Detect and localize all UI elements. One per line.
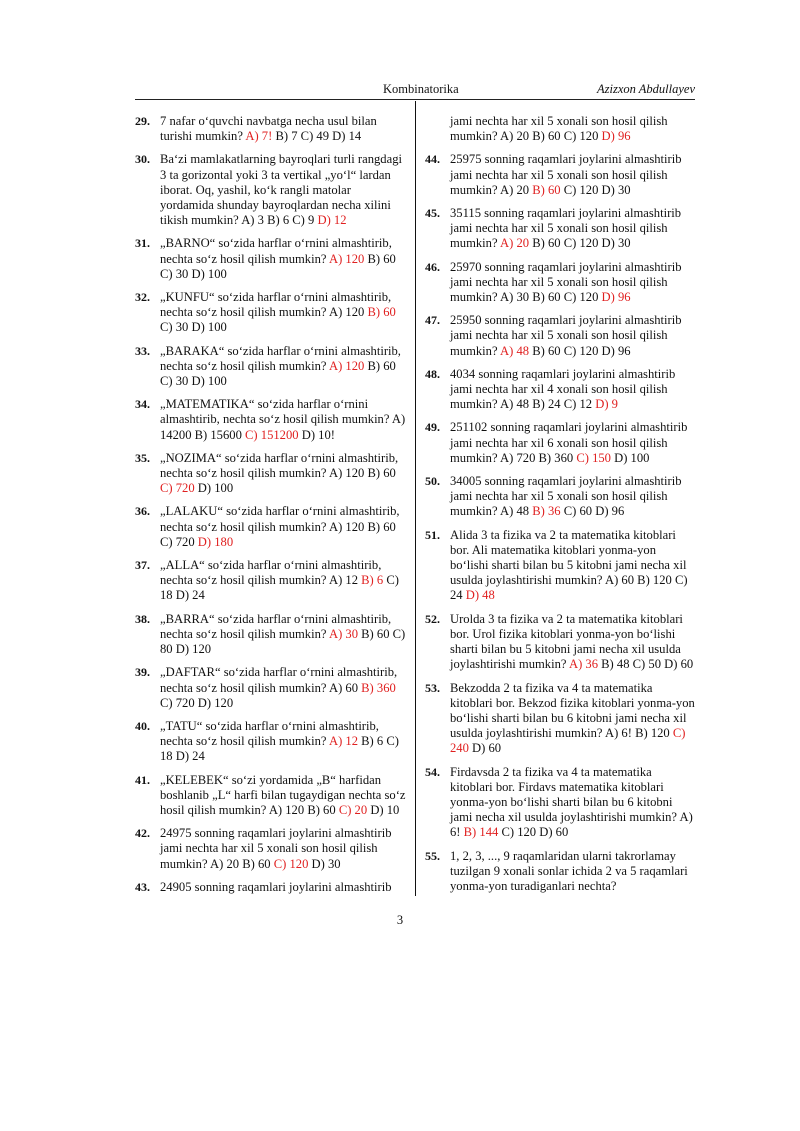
question-number: 35. — [135, 450, 150, 465]
answer-option: D) 60 — [664, 657, 694, 672]
answer-option: B) 60 — [532, 290, 561, 305]
answer-option: B) 48 — [601, 657, 630, 672]
answer-option: A) 30 — [500, 290, 530, 305]
answer-option: C) 50 — [632, 657, 661, 672]
question-number: 30. — [135, 152, 150, 167]
answer-option: C) 24 — [450, 573, 688, 603]
correct-answer-option: B) 36 — [532, 504, 561, 519]
answer-option: B) 60 — [532, 236, 561, 251]
question-item — [425, 420, 697, 466]
question-number: 32. — [135, 290, 150, 305]
question-number: 39. — [135, 665, 150, 680]
answer-option: B) 360 — [538, 450, 574, 465]
question-item — [135, 114, 407, 144]
question-item — [135, 880, 407, 895]
question-item — [425, 474, 697, 520]
answer-option: C) 30 — [160, 266, 189, 281]
answer-option: B) 60 — [367, 466, 396, 481]
question-number: 55. — [425, 848, 440, 863]
question-number: 42. — [135, 826, 150, 841]
question-number: 48. — [425, 366, 440, 381]
question-number: 29. — [135, 114, 150, 128]
question-number: 36. — [135, 504, 150, 519]
question-item — [425, 206, 697, 252]
column-divider — [415, 101, 416, 896]
answer-option: B) 6 — [361, 734, 384, 749]
correct-answer-option: D) 180 — [197, 534, 234, 549]
answer-option: A) 6! — [450, 810, 693, 840]
answer-option: B) 15600 — [194, 427, 242, 442]
correct-answer-option: A) 120 — [328, 358, 365, 373]
question-number: 33. — [135, 343, 150, 358]
answer-option: D) 14 — [332, 129, 362, 144]
answer-option: D) 100 — [191, 320, 227, 335]
answer-option: D) 24 — [175, 588, 205, 603]
question-text: 25970 sonning raqamlari joylarini almashtirib jami nechta har xil 5 xonali son hosil qilish mumkin? — [450, 259, 682, 305]
answer-option: C) 720 — [160, 534, 195, 549]
question-text: 251102 sonning raqamlari joylarini almashtirib jami nechta har xil 6 xonali son hosil qilish mumkin? — [450, 420, 688, 465]
question-item — [135, 397, 407, 443]
question-number: 31. — [135, 236, 150, 251]
question-item — [135, 451, 407, 497]
correct-answer-option: A) 12 — [328, 734, 358, 749]
answer-option: A) 3 — [241, 213, 264, 228]
correct-answer-option: A) 20 — [500, 236, 530, 251]
question-item — [425, 528, 697, 604]
answer-option: C) 720 — [160, 695, 195, 710]
answer-option: A) 60 — [328, 680, 358, 695]
answer-option: D) 100 — [191, 266, 227, 281]
answer-option: B) 6 — [267, 213, 290, 228]
page-number: 3 — [396, 913, 404, 927]
answer-option: D) 10! — [301, 427, 335, 442]
answer-option: C) 120 — [501, 825, 537, 840]
question-text: 24905 sonning raqamlari joylarini almashtirib — [160, 879, 392, 894]
answer-option: B) 60 — [367, 251, 396, 266]
answer-option: A) 12 — [328, 573, 358, 588]
question-text: Alida 3 ta fizika va 2 ta matematika kitoblari bor. Ali matematika kitoblari yonma-yon bo‘lishi sharti bilan bu 5 kitobni jami necha xil usulda joylashtirishi mumkin? — [450, 527, 687, 588]
answer-option: D) 60 — [539, 825, 569, 840]
question-text: „BARRA“ so‘zida harflar o‘rnini almashtirib, nechta so‘z hosil qilish mumkin? — [160, 611, 392, 641]
question-number: 40. — [135, 718, 150, 733]
answer-option: D) 100 — [191, 374, 227, 389]
question-number: 41. — [135, 772, 150, 787]
question-text: „BARAKA“ so‘zida harflar o‘rnini almashtirib, nechta so‘z hosil qilish mumkin? — [160, 343, 401, 373]
answer-option: D) 60 — [472, 741, 502, 756]
answer-option: D) 30 — [601, 236, 631, 251]
answer-option: B) 60 — [367, 519, 396, 534]
question-number: 54. — [425, 764, 440, 779]
answer-option: B) 60 — [242, 856, 271, 871]
header-title: Kombinatorika — [383, 82, 459, 96]
question-text: „KUNFU“ so‘zida harflar o‘rnini almashtirib, nechta so‘z hosil qilish mumkin? — [160, 290, 392, 320]
question-item — [425, 765, 697, 841]
correct-answer-option: C) 151200 — [245, 427, 299, 442]
answer-option: C) 80 — [160, 626, 406, 657]
answer-option: D) 120 — [197, 695, 234, 710]
question-number: 38. — [135, 611, 150, 626]
answer-option: B) 60 — [532, 343, 561, 358]
question-text: 34005 sonning raqamlari joylarini almashtirib jami nechta har xil 5 xonali son hosil qilish mumkin? — [450, 474, 682, 519]
question-text: „DAFTAR“ so‘zida harflar o‘rnini almashtirib, nechta so‘z hosil qilish mumkin? — [160, 665, 398, 695]
answer-option: A) 120 — [328, 466, 365, 481]
question-item — [425, 260, 697, 306]
answer-option: A) 60 — [604, 573, 635, 588]
answer-option: D) 30 — [311, 856, 341, 871]
correct-answer-option: A) 7! — [245, 129, 273, 144]
answer-option: A) 6! — [604, 726, 632, 741]
answer-option: C) 49 — [300, 129, 330, 144]
question-text: 25975 sonning raqamlari joylarini almashtirib jami nechta har xil 5 xonali son hosil qilish mumkin? — [450, 152, 682, 197]
question-number: 43. — [135, 879, 150, 894]
question-text: 35115 sonning raqamlari joylarini almashtirib jami nechta har xil 5 xonali son hosil qilish mumkin? — [450, 206, 682, 251]
correct-answer-option: C) 720 — [160, 481, 195, 496]
question-text: 1, 2, 3, ..., 9 raqamlaridan ularni takrorlamay tuzilgan 9 xonali sonlar ichida 2 va 5 raqamlari yonma-yon turadiganlari nechta? — [450, 848, 688, 893]
question-item — [135, 504, 407, 550]
answer-option: B) 7 — [275, 129, 298, 144]
question-item — [135, 152, 407, 228]
question-item — [135, 236, 407, 282]
question-item — [135, 773, 407, 819]
answer-option: A) 14200 — [160, 412, 406, 442]
question-item — [135, 612, 407, 658]
correct-answer-option: C) 240 — [450, 726, 686, 756]
answer-option: A) 120 — [268, 802, 305, 817]
answer-option: C) 18 — [160, 573, 399, 603]
header-rule — [135, 99, 695, 100]
question-text: Bekzodda 2 ta fizika va 4 ta matematika kitoblari bor. Bekzod fizika kitoblari yonma-yon bo‘lishi sharti bilan bu 6 kitobni jami necha xil usulda joylashtirishi mumkin? — [450, 680, 695, 741]
answer-option: A) 48 — [500, 397, 530, 412]
answer-option: C) 30 — [160, 320, 189, 335]
question-text: 7 nafar o‘quvchi navbatga necha usul bilan turishi mumkin? — [160, 114, 377, 144]
question-text: 4034 sonning raqamlari joylarini almashtirib jami nechta har xil 4 xonali son hosil qilish mumkin? — [450, 366, 676, 412]
answer-option: C) 60 — [563, 504, 593, 519]
question-item — [425, 681, 697, 757]
answer-option: B) 60 — [532, 129, 561, 144]
correct-answer-option: D) 12 — [317, 213, 347, 228]
question-text: Firdavsda 2 ta fizika va 4 ta matematika kitoblari bor. Firdavs matematika kitoblari yonma-yon bo‘lishi sharti bilan bu 6 kitobni jami necha xil usulda joylashtirishi mumkin? — [450, 764, 678, 825]
answer-option: D) 30 — [601, 182, 631, 197]
answer-option: C) 120 — [563, 290, 599, 305]
question-text: „ALLA“ so‘zida harflar o‘rnini almashtirib, nechta so‘z hosil qilish mumkin? — [160, 558, 382, 588]
answer-option: A) 120 — [328, 305, 365, 320]
correct-answer-option: A) 120 — [328, 251, 365, 266]
question-item — [425, 114, 697, 144]
answer-option: A) 120 — [328, 519, 365, 534]
answer-option: C) 120 — [563, 343, 599, 358]
question-text: jami nechta har xil 5 xonali son hosil qilish mumkin? — [450, 114, 668, 144]
question-item — [135, 665, 407, 711]
correct-answer-option: B) 60 — [367, 305, 396, 320]
answer-option: C) 18 — [160, 734, 399, 764]
question-text: 25950 sonning raqamlari joylarini almashtirib jami nechta har xil 5 xonali son hosil qilish mumkin? — [450, 313, 682, 358]
question-item — [425, 313, 697, 359]
question-text: 24975 sonning raqamlari joylarini almashtirib jami nechta har xil 5 xonali son hosil qilish mumkin? — [160, 826, 392, 871]
left-column — [135, 106, 407, 895]
answer-option: B) 60 — [361, 626, 390, 641]
question-number: 52. — [425, 611, 440, 626]
question-item — [425, 612, 697, 673]
header-author: Azizxon Abdullayev — [596, 82, 695, 96]
question-item — [135, 719, 407, 765]
question-number: 53. — [425, 680, 440, 695]
right-column — [425, 106, 697, 894]
question-text: Ba‘zi mamlakatlarning bayroqlari turli rangdagi 3 ta gorizontal yoki 3 ta vertikal „yo‘l“ lardan iborat. Oq, yashil, ko‘k rangli matolar yordamida shunday bayroqlardan necha xilini tikish mumkin? — [160, 152, 402, 228]
question-text: „MATEMATIKA“ so‘zida harflar o‘rnini almashtirib, nechta so‘z hosil qilish mumkin? — [160, 397, 390, 427]
answer-option: D) 100 — [197, 481, 234, 496]
correct-answer-option: D) 48 — [465, 588, 495, 603]
answer-option: A) 48 — [500, 504, 530, 519]
question-item — [135, 558, 407, 604]
question-number: 47. — [425, 313, 440, 328]
correct-answer-option: B) 6 — [361, 573, 384, 588]
question-item — [135, 290, 407, 336]
question-text: „TATU“ so‘zida harflar o‘rnini almashtirib, nechta so‘z hosil qilish mumkin? — [160, 718, 379, 749]
answer-option: D) 96 — [595, 504, 625, 519]
correct-answer-option: B) 144 — [463, 825, 499, 840]
answer-option: D) 100 — [614, 450, 650, 465]
answer-option: B) 60 — [307, 802, 336, 817]
answer-option: D) 10 — [370, 802, 400, 817]
question-number: 45. — [425, 206, 440, 221]
question-item — [425, 152, 697, 198]
question-number: 46. — [425, 259, 440, 274]
answer-option: C) 120 — [563, 182, 599, 197]
question-item — [425, 367, 697, 413]
question-number: 49. — [425, 420, 440, 435]
answer-option: A) 20 — [500, 129, 530, 144]
answer-option: D) 120 — [175, 642, 212, 657]
question-item — [135, 826, 407, 872]
answer-option: B) 24 — [532, 397, 561, 412]
question-number: 44. — [425, 152, 440, 167]
correct-answer-option: A) 30 — [328, 626, 358, 641]
correct-answer-option: C) 150 — [576, 450, 611, 465]
answer-option: C) 120 — [563, 236, 599, 251]
correct-answer-option: B) 60 — [532, 182, 561, 197]
answer-option: C) 30 — [160, 374, 189, 389]
correct-answer-option: C) 120 — [273, 856, 309, 871]
correct-answer-option: D) 9 — [595, 397, 618, 412]
question-text: Urolda 3 ta fizika va 2 ta matematika kitoblari bor. Urol fizika kitoblari yonma-yon bo‘lishi sharti bilan bu 5 kitobni jami necha xil usulda joylashtirishi mumkin? — [450, 611, 683, 672]
question-number: 51. — [425, 527, 440, 542]
question-text: „NOZIMA“ so‘zida harflar o‘rnini almashtirib, nechta so‘z hosil qilish mumkin? — [160, 450, 399, 481]
correct-answer-option: C) 20 — [338, 802, 368, 817]
correct-answer-option: B) 360 — [361, 680, 396, 695]
correct-answer-option: D) 96 — [601, 290, 631, 305]
answer-option: B) 120 — [635, 726, 670, 741]
answer-option: B) 60 — [367, 358, 396, 373]
answer-option: C) 12 — [563, 397, 593, 412]
question-item — [425, 849, 697, 895]
question-number: 37. — [135, 558, 150, 573]
question-text: „BARNO“ so‘zida harflar o‘rnini almashtirib, nechta so‘z hosil qilish mumkin? — [160, 236, 392, 266]
answer-option: C) 120 — [563, 129, 599, 144]
correct-answer-option: D) 96 — [601, 129, 631, 144]
answer-option: C) 9 — [292, 213, 315, 228]
correct-answer-option: A) 48 — [500, 343, 530, 358]
question-text: „LALAKU“ so‘zida harflar o‘rnini almashtirib, nechta so‘z hosil qilish mumkin? — [160, 504, 400, 534]
page-header — [135, 82, 695, 100]
question-text: „KELEBEK“ so‘zi yordamida „B“ harfidan boshlanib „L“ harfi bilan tugaydigan nechta so‘z hosil qilish mumkin? — [160, 772, 406, 817]
answer-option: B) 120 — [637, 573, 672, 588]
correct-answer-option: A) 36 — [568, 657, 598, 672]
answer-option: A) 20 — [500, 182, 530, 197]
answer-option: A) 20 — [210, 856, 240, 871]
answer-option: D) 96 — [601, 343, 631, 358]
answer-option: D) 24 — [175, 749, 205, 764]
question-number: 34. — [135, 397, 150, 412]
question-item — [135, 344, 407, 390]
answer-option: A) 720 — [500, 450, 536, 465]
question-number: 50. — [425, 474, 440, 489]
